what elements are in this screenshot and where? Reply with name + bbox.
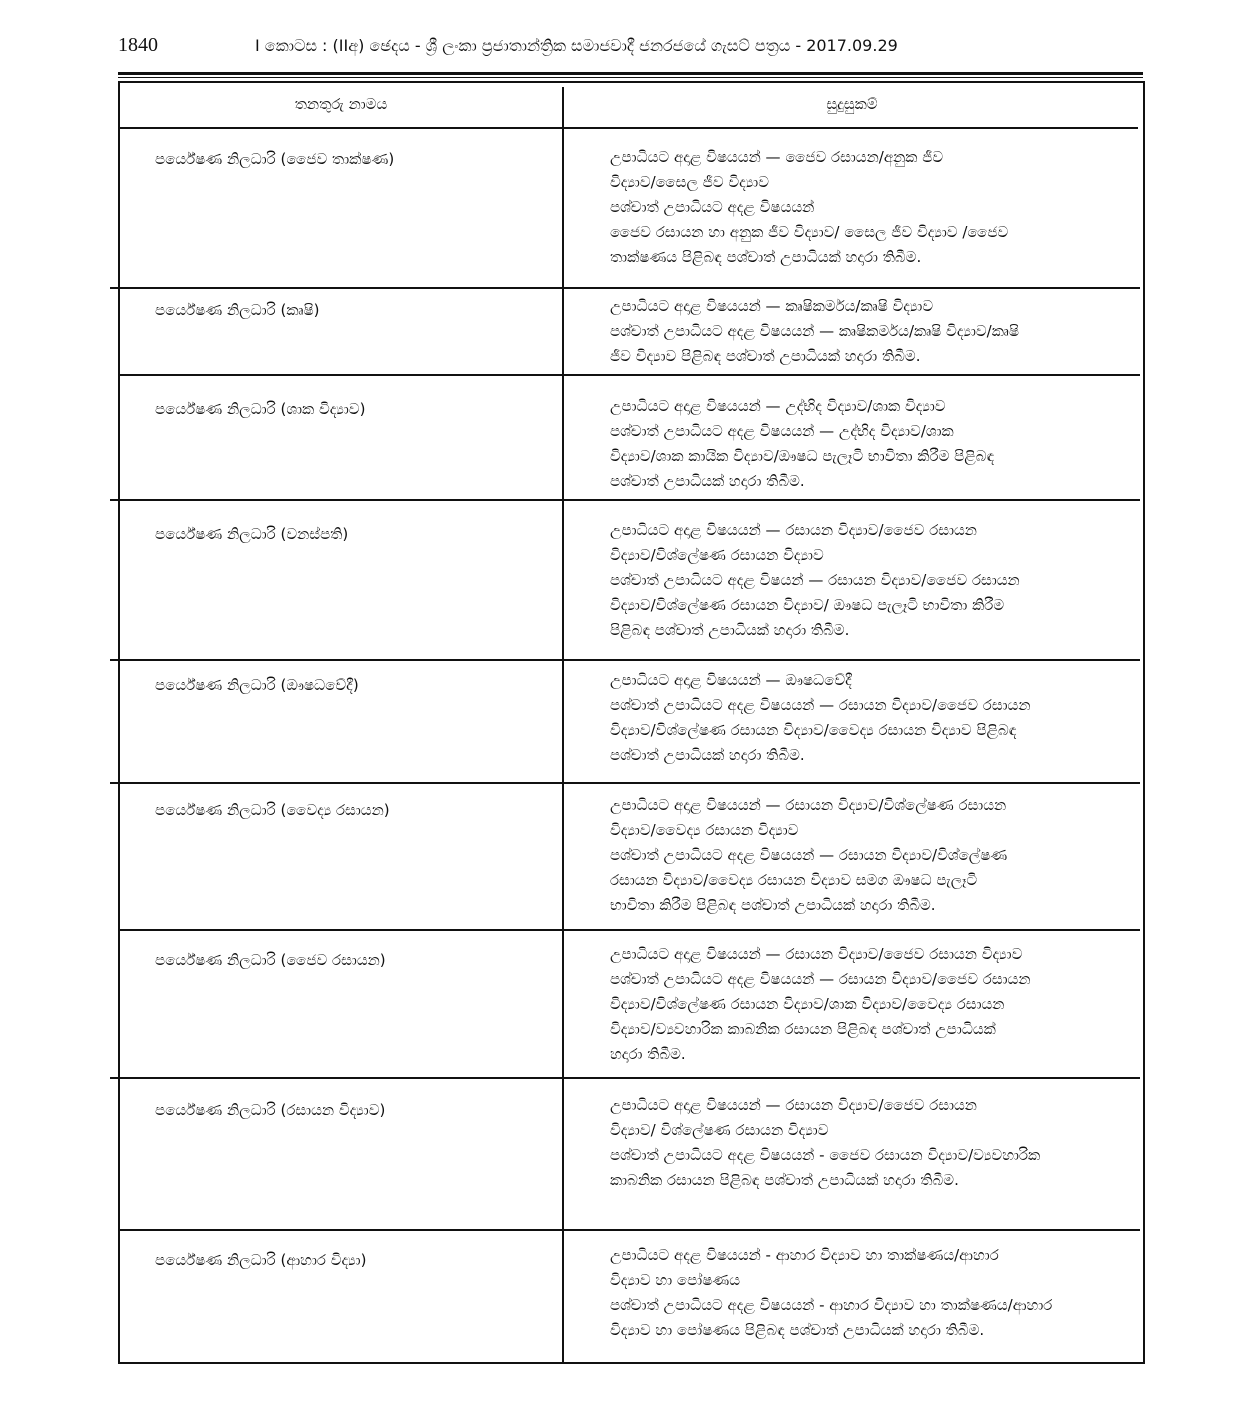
qualification-line: පශ්චාත් උපාධියට අදළ විෂයන් — රසායන විද්‍යාව/ජෛව රසායන bbox=[610, 571, 1020, 589]
qualification-line: පශ්චාත් උපාධියට අදළ විෂයයන් — රසායන විද්‍යාව/විශ්ලේෂණ bbox=[610, 846, 1008, 864]
column-divider bbox=[562, 87, 564, 1362]
qualification-line: විද්‍යාව/විශ්ලේෂණ රසායන විද්‍යාව/ ඖෂධ පැලෑටි භාවිතා කිරීම bbox=[610, 596, 1005, 614]
qualification-line: විද්‍යාව/ව්‍යවහාරික කාබනික රසායන පිළිබඳ පශ්චාත් උපාධියක් bbox=[610, 1020, 996, 1038]
row-divider bbox=[110, 499, 1140, 501]
row-divider bbox=[118, 374, 1140, 376]
qualification-text bbox=[610, 145, 1128, 270]
qualification-line: උපාධියට අදළ විෂයයන් - ආහාර විද්‍යාව හා තාක්ෂණය/ආහාර bbox=[610, 1246, 999, 1264]
qualification-line: උපාධියට අදාළ විෂයයන් — රසායන විද්‍යාව/ජෛව රසායන bbox=[610, 521, 977, 539]
qualification-line: ජෛව රසායන හා අනුක ජීව විද්‍යාව/ සෛල ජීව විද්‍යාව /ජෛව bbox=[610, 223, 1009, 241]
qualification-line: විද්‍යාව/විශ්ලේෂණ රසායන විද්‍යාව/වෛද්‍ය රසායන විද්‍යාව පිළිබඳ bbox=[610, 721, 1017, 739]
qualification-line: පශ්චාත් උපාධියක් හදාරා තිබීම. bbox=[610, 472, 805, 490]
row-divider bbox=[110, 287, 1140, 289]
post-title: පර්යේෂණ නිලධාරි (රසායන විද්‍යාව) bbox=[155, 1101, 386, 1119]
qualification-line: උපාධියට අදාළ විෂයයන් — රසායන විද්‍යාව/ජෛව රසායන විද්‍යාව bbox=[610, 945, 1023, 963]
qualification-text bbox=[610, 942, 1128, 1067]
post-title: පර්යේෂණ නිලධාරි (වනස්පති) bbox=[155, 525, 349, 543]
qualification-line: උපාධියට අදාළ විෂයයන් — කෘෂිකර්මය/කෘෂි විද්‍යාව bbox=[610, 297, 934, 315]
qualification-line: පශ්චාත් උපාධියක් හදාරා තිබීම. bbox=[610, 746, 805, 764]
post-title: පර්යේෂණ නිලධාරි (ඖෂධවේදී) bbox=[155, 676, 359, 694]
qualification-line: පශ්චාත් උපාධියට අදළ විෂයයන් — රසායන විද්‍යාව/ජෛව රසායන bbox=[610, 696, 1031, 714]
header-rule-thick bbox=[118, 72, 1143, 75]
qualification-line: විද්‍යාව/වෛද්‍ය රසායන විද්‍යාව bbox=[610, 821, 799, 839]
qualification-line: කාබනික රසායන පිළිබඳ පශ්චාත් උපාධියක් හදාරා තිබීම. bbox=[610, 1171, 959, 1189]
qualification-line: පශ්චාත් උපාධියට අදළ විෂයයන් - ජෛව රසායන විද්‍යාව/ව්‍යවහාරික bbox=[610, 1146, 1041, 1164]
running-header: I කොටස : (IIඅ) ඡෙදය - ශ්‍රී ලංකා ප්‍රජාතාන්ත්‍රික සමාජවාදී ජනරජයේ ගැසට් පත්‍රය - 2017.09.29 bbox=[255, 36, 898, 55]
qualification-line: විද්‍යාව/විශ්ලේෂණ රසායන විද්‍යාව bbox=[610, 546, 824, 564]
qualification-line: පිළිබඳ පශ්චාත් උපාධියක් හදාරා තිබීම. bbox=[610, 621, 850, 639]
row-divider bbox=[118, 127, 1138, 129]
row-divider bbox=[110, 659, 1140, 661]
qualification-text bbox=[610, 668, 1128, 768]
qualification-line: පශ්චාත් උපාධියට අදළ විෂයයන් — උද්භිද විද්‍යාව/ශාක bbox=[610, 422, 954, 440]
post-title: පර්යේෂණ නිලධාරි (ජෛව රසායන) bbox=[155, 951, 386, 969]
qualification-line: තාක්ෂණය පිළිබඳ පශ්චාත් උපාධියක් හදාරා තිබීම. bbox=[610, 248, 922, 266]
qualification-text bbox=[610, 793, 1128, 918]
column-header-post: තනතුරු නාමය bbox=[294, 95, 388, 113]
qualification-line: උපාධියට අදාළ විෂයයන් — රසායන විද්‍යාව/ජෛව රසායන bbox=[610, 1096, 977, 1114]
post-title: පර්යේෂණ නිලධාරි (ජෛව තාක්ෂණ) bbox=[155, 150, 395, 168]
post-title: පර්යේෂණ නිලධාරි (ශාක විද්‍යාව) bbox=[155, 400, 366, 418]
qualification-line: ජීව විද්‍යාව පිළිබඳ පශ්චාත් උපාධියක් හදාරා තිබීම. bbox=[610, 347, 921, 365]
post-title: පර්යේෂණ නිලධාරි (ආහාර විද්‍යා) bbox=[155, 1251, 367, 1269]
qualification-line: පශ්චාත් උපාධියට අදළ විෂයයන් — රසායන විද්‍යාව/ජෛව රසායන bbox=[610, 970, 1031, 988]
qualification-text bbox=[610, 518, 1128, 643]
qualification-line: විද්‍යාව/ශාක කායික විද්‍යාව/ඖෂධ පැලෑටි භාවිතා කිරීම පිළිබඳ bbox=[610, 447, 995, 465]
qualification-text bbox=[610, 394, 1128, 494]
qualification-line: උපාධියට අදාළ විෂයයන් — ඖෂධවේදී bbox=[610, 671, 852, 689]
qualification-line: විද්‍යාව/ විශ්ලේෂණ රසායන විද්‍යාව bbox=[610, 1121, 829, 1139]
qualification-line: උපාධියට අදාළ විෂයයන් — උද්භිද විද්‍යාව/ශාක විද්‍යාව bbox=[610, 397, 946, 415]
qualification-line: උපාධියට අදාළ විෂයයන් — ජෛව රසායන/අනුක ජීව bbox=[610, 148, 944, 166]
row-divider bbox=[110, 782, 1140, 784]
page-number: 1840 bbox=[118, 34, 158, 56]
qualification-text bbox=[610, 1243, 1128, 1343]
row-divider bbox=[118, 929, 1140, 931]
qualification-line: පශ්චාත් උපාධියට අදළ විෂයයන් bbox=[610, 198, 815, 216]
qualification-line: විද්‍යාව හා පෝෂණය පිළිබඳ පශ්චාත් උපාධියක් හදාරා තිබීම. bbox=[610, 1321, 985, 1339]
column-header-qualifications: සුදුසුකම් bbox=[826, 95, 878, 113]
post-title: පර්යේෂණ නිලධාරි (කෘෂි) bbox=[155, 301, 320, 319]
qualification-line: විද්‍යාව/සෛල ජීව විද්‍යාව bbox=[610, 173, 769, 191]
qualification-text bbox=[610, 294, 1128, 369]
qualification-line: භාවිතා කිරීම පිළිබඳ පශ්චාත් උපාධියක් හදාරා තිබීම. bbox=[610, 896, 936, 914]
qualification-text bbox=[610, 1093, 1128, 1193]
qualification-line: පශ්චාත් උපාධියට අදළ විෂයයන් - ආහාර විද්‍යාව හා තාක්ෂණය/ආහාර bbox=[610, 1296, 1053, 1314]
qualification-line: පශ්චාත් උපාධියට අදළ විෂයයන් — කෘෂිකර්මය/කෘෂි විද්‍යාව/කෘෂි bbox=[610, 322, 1019, 340]
post-title: පර්යේෂණ නිලධාරි (වෛද්‍ය රසායන) bbox=[155, 801, 390, 819]
header-rule-thin bbox=[118, 77, 1143, 78]
qualification-line: විද්‍යාව හා පෝෂණය bbox=[610, 1271, 740, 1289]
qualification-line: විද්‍යාව/විශ්ලේෂණ රසායන විද්‍යාව/ශාක විද්‍යාව/වෛද්‍ය රසායන bbox=[610, 995, 1005, 1013]
row-divider bbox=[110, 1077, 1140, 1079]
qualification-line: හදාරා තිබීම. bbox=[610, 1045, 686, 1063]
qualification-line: උපාධියට අදාළ විෂයයන් — රසායන විද්‍යාව/විශ්ලේෂණ රසායන bbox=[610, 796, 1007, 814]
row-divider bbox=[118, 1229, 1140, 1231]
qualification-line: රසායන විද්‍යාව/වෛද්‍ය රසායන විද්‍යාව සමග ඖෂධ පැලෑටි bbox=[610, 871, 978, 889]
